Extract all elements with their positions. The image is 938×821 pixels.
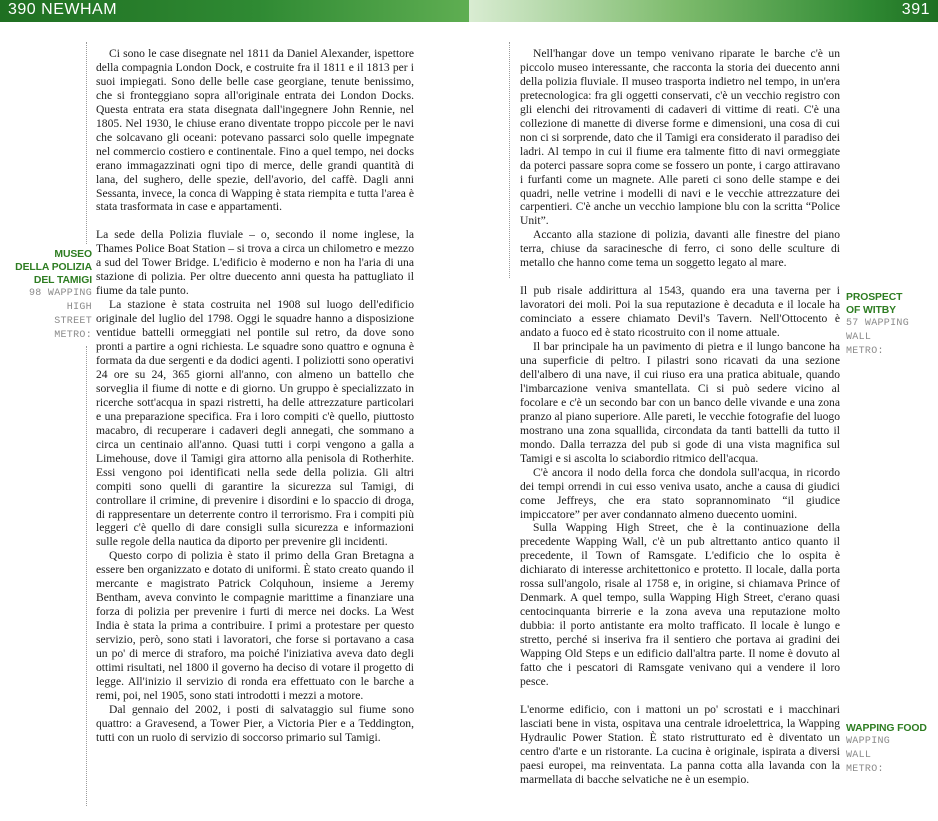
sidebar-museo-metro: METRO: [54, 329, 92, 341]
header-bar-right [469, 0, 938, 22]
left-paragraph-2: La sede della Polizia fluviale – o, secondo il nome inglese, la Thames Police Boat Station – si trova a circa un chilometro e mezzo a sud del Tower Bridge. L'edificio è moderno e non ha l'aria di una stazione di polizia. Per oltre duecento anni questa ha pattugliato il fiume da tale punto. [96, 228, 414, 298]
right-dotted-rule [509, 42, 510, 278]
sidebar-prospect-metro: METRO: [846, 345, 884, 357]
sidebar-museo-title-1: MUSEO [54, 249, 92, 260]
right-column [520, 47, 840, 787]
sidebar-prospect-title-2: OF WITBY [846, 305, 896, 316]
left-folio: 390 NEWHAM [8, 1, 118, 18]
sidebar-wapping-metro: METRO: [846, 763, 884, 775]
right-paragraph-7: L'enorme edificio, con i mattoni un po' scrostati e i macchinari lasciati bene in vista, ospitava una centrale idroelettrica, la Wapping Hydraulic Power Station. È stato ristrutturato ed è diventato un centro d'arte e un ristorante. La cucina è originale, ispirata a diversi paesi europei, ma reinventata. La panna cotta alla lavanda con la marmellata di bacche selvatiche ne è un esempio. [520, 702, 840, 786]
left-dotted-rule-lower [86, 346, 87, 806]
sidebar-museo-title-3: DEL TAMIGI [33, 275, 92, 286]
left-paragraph-1: Ci sono le case disegnate nel 1811 da Daniel Alexander, ispettore della compagnia London Dock, e costruite fra il 1811 e il 1813 per i suoi impiegati. Sono delle belle case georgiane, tenute benissimo, che si fronteggiano sopra all'originale entrata dei London Docks. Questa entrata era stata disegnata dall'ingegnere John Rennie, nel 1805. Nel 1930, le chiuse erano diventate troppo piccole per le navi che solcavano gli oceani: potevano passarci solo quelle impegnate nel commercio costiero e continentale. Fino a quel tempo, nei docks erano immagazzinati ogni tipo di merce, delle grandi quantità di lana, del sughero, delle spezie, dell'avorio, del caffè. Dagli anni Sessanta, invece, la conca di Wapping è stata riempita e tutta l'area è stata trasformata in case e appartamenti. [96, 47, 414, 214]
sidebar-prospect-title-1: PROSPECT [846, 292, 903, 303]
sidebar-wapping-food [846, 722, 927, 777]
sidebar-prospect-address-1: 57 WAPPING [846, 318, 910, 329]
page-header [0, 0, 938, 22]
sidebar-wapping-title: WAPPING FOOD [846, 723, 927, 734]
left-paragraph-4: Questo corpo di polizia è stato il primo della Gran Bretagna a essere ben organizzato e dotato di uniformi. È stato creato quando il mercante e magistrato Patrick Colquhoun, insieme a Jeremy Bentham, aveva convinto le compagnie marittime a finanziare una forza di polizia per prevenire i furti di merce nei docks. La West India è stata la prima a contribuire. I primi a protestare per questo servizio, però, sono stati i lavoratori, che forse si portavano a casa un po' di merce di straforo, ma poiché l'iniziativa aveva dato degli ottimi risultati, nel 1800 il governo ha deciso di votare il progetto di legge. All'inizio il servizio di ronda era effettuato con le barche a remi, poi, nel 1905, sono stati introdotti i mezzi a motore. [96, 549, 414, 702]
right-paragraph-1: Nell'hangar dove un tempo venivano riparate le barche c'è un piccolo museo interessante, che racconta la storia dei duecento anni della polizia fluviale. Il museo trasporta indietro nel tempo, in un'era pretecnologica: fra gli oggetti conservati, c'è un vecchio registro con gli elenchi dei ritrovamenti di cadaveri di vittime di reati. C'è una collezione di manette di diverse forme e dimensioni, una cosa di cui non ci si sorprende, dato che il Tamigi era considerato il paradiso dei ladri. Al tempo in cui il fiume era talmente fitto di navi ormeggiate da poterci passare sopra come se fossero un ponte, i cargo attiravano i furfanti come un magnete. Alle pareti ci sono delle stampe e dei quadri, nelle vetrine i modelli di navi e le vecchie attrezzature dei carpentieri. C'è anche un vecchio lampione blu con la scritta “Police Unit”. [520, 47, 840, 228]
right-paragraph-5: C'è ancora il nodo della forca che dondola sull'acqua, in ricordo dei tempi orrendi in cui esso veniva usato, anche a causa di giudici come Jeffreys, che era stato soprannominato “il giudice impiccatore” per aver condannato almeno duecento uomini. [520, 465, 840, 521]
left-column [96, 47, 414, 745]
right-paragraph-3: Il pub risale addirittura al 1543, quando era una taverna per i lavoratori dei moli. Poi la sua reputazione è decaduta e il locale ha cominciato a essere chiamato Devil's Tavern. Nell'Ottocento è andato a fuoco ed è stato ricostruito con il nome attuale. [520, 284, 840, 340]
right-paragraph-6: Sulla Wapping High Street, che è la continuazione della precedente Wapping Wall, c'è un pub altrettanto antico quanto il precedente, il Town of Ramsgate. L'edificio che lo ospita è dichiarato di interesse architettonico e protetto. Il locale, dalla porta rossa sull'angolo, risale al 1758 e, in origine, si chiamava Prince of Denmark. A quel tempo, sulla Wapping High Street, c'erano quasi centocinquanta birrerie e la zona aveva una reputazione molto dubbia: il porto antistante era molto trafficato. Il locale è lungo e stretto, perché si inseriva fra il sentiero che portava ai gradini dei Wapping Old Steps e un edificio dall'altra parte. Il nome è dovuto al fatto che i pescatori di Ramsgate venivano qui a vendere il loro pesce. [520, 521, 840, 688]
sidebar-prospect [846, 291, 909, 359]
sidebar-museo-title-2: DELLA POLIZIA [15, 262, 92, 273]
sidebar-museo-address-1: 98 WAPPING [28, 288, 92, 299]
right-paragraph-2: Accanto alla stazione di polizia, davanti alle finestre del piano terra, chiuse da saracinesche di ferro, ci sono delle sculture di metallo che hanno come tema un soggetto legato al mare. [520, 228, 840, 270]
left-paragraph-5: Dal gennaio del 2002, i posti di salvataggio sul fiume sono quattro: a Gravesend, a Tower Pier, a Victoria Pier e a Teddington, tutti con un ruolo di servizio di soccorso primario sul Tamigi. [96, 702, 414, 744]
sidebar-wapping-address-1: WAPPING [846, 736, 891, 747]
sidebar-prospect-address-2: WALL [846, 331, 872, 343]
left-dotted-rule [86, 42, 87, 244]
sidebar-museo-address-3: STREET [54, 315, 92, 327]
right-folio: 391 [901, 1, 930, 18]
left-paragraph-3: La stazione è stata costruita nel 1908 sul luogo dell'edificio originale del luglio del 1798. Oggi le squadre hanno a disposizione ventidue battelli ormeggiati nel pontile sul retro, da dove sono pronti a partire a ogni richiesta. Le squadre sono quattro e ognuna è formata da due sergenti e da dodici agenti. I poliziotti sono operativi 24 ore su 24, 365 giorni all'anno, con almeno un battello che sorveglia il fiume di notte e di giorno. Un gruppo è specializzato in ricerche sott'acqua in spazi ristretti, ha delle attrezzature particolari e una preparazione specifica. Fra i loro compiti c'è quello, piuttosto macabro, di recuperare i cadaveri degli annegati, che sommano a circa un centinaio all'anno. Quasi tutti i corpi vengono a galla a Limehouse, dove il Tamigi gira attorno alla penisola di Rotherhite. Essi vengono poi identificati nella sede della polizia. Gli altri compiti sono quelli di garantire la sicurezza sul Tamigi, di controllare il crimine, di prevenire i disordini e lo spaccio di droga, di rappresentare un deterrente contro il terrorismo. Fra i compiti più leggeri c'è quello di dare consigli sulla sicurezza e informazioni sulle regole della nautica da diporto per prevenire gli incidenti. [96, 298, 414, 549]
sidebar-museo-address-2: HIGH [66, 301, 92, 313]
sidebar-museo [15, 248, 92, 343]
sidebar-wapping-address-2: WALL [846, 749, 872, 761]
right-paragraph-4: Il bar principale ha un pavimento di pietra e il lungo bancone ha una superficie di peltro. I pilastri sono ricavati da una sezione dell'albero di una nave, il cui riuso era una pratica abituale, quando l'imbarcazione veniva smantellata. Ci si può sedere vicino al focolare e c'è un secondo bar con un banco delle vivande e una zona pranzo al piano superiore. Alle pareti, le vecchie fotografie del luogo mostrano una zona squallida, circondata da tanti battelli da tutto il mondo. Dalla terrazza del pub si gode di una vista magnifica sul Tamigi e si ascolta lo sciabordio ritmico dell'acqua. [520, 340, 840, 465]
